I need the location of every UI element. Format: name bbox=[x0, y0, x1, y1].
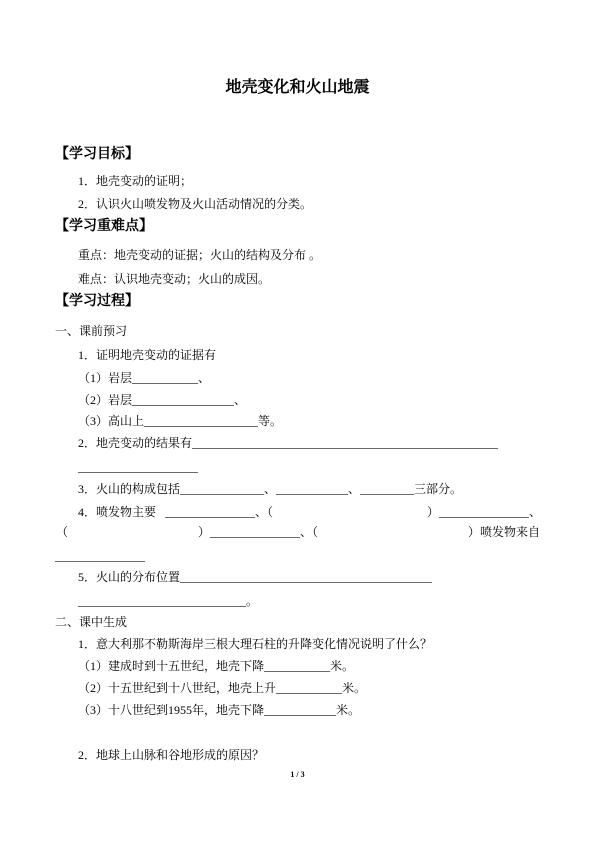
section-heading-process: 【学习过程】 bbox=[55, 294, 139, 309]
goal-item: 1．地壳变动的证明； bbox=[78, 174, 193, 188]
q4-text-fragment: ）喷发物来自 bbox=[468, 525, 541, 539]
preview-q1-item: （3）高山上___________________等。 bbox=[78, 414, 283, 428]
page-number: 1 / 3 bbox=[290, 770, 305, 779]
section-heading-goals: 【学习目标】 bbox=[55, 147, 139, 162]
in-class-question-2: 2．地球上山脉和谷地形成的原因？ bbox=[78, 748, 265, 762]
answer-blank: _______________ bbox=[210, 525, 300, 539]
in-class-question-1: 1．意大利那不勒斯海岸三根大理石柱的升降变化情况说明了什么？ bbox=[78, 637, 433, 651]
subsection-heading-in-class: 二、课中生成 bbox=[55, 615, 128, 629]
document-title: 地壳变化和火山地震 bbox=[225, 79, 370, 96]
key-point-focus: 重点：地壳变动的证据；火山的结构及分布 。 bbox=[78, 248, 322, 262]
in-class-q1-item: （3）十八世纪到1955年，地壳下降____________米。 bbox=[78, 703, 361, 717]
preview-q2-continuation: ____________________ bbox=[78, 460, 198, 474]
preview-q5-continuation: ____________________________。 bbox=[78, 594, 259, 608]
key-point-difficulty: 难点：认识地壳变动；火山的成因。 bbox=[78, 272, 271, 286]
preview-q1-item: （2）岩层_________________、 bbox=[78, 393, 247, 407]
preview-q1-item: （1）岩层___________、 bbox=[78, 371, 211, 385]
q4-text-fragment: （ bbox=[56, 525, 69, 539]
answer-blank: _______________ bbox=[439, 505, 529, 519]
section-heading-key-points: 【学习重难点】 bbox=[55, 219, 153, 234]
q4-text-fragment: 、 bbox=[529, 505, 542, 519]
in-class-q1-item: （1）建成时到十五世纪，地壳下降___________米。 bbox=[78, 659, 355, 673]
preview-question-4: 4．喷发物主要 bbox=[78, 505, 157, 519]
goal-item: 2．认识火山喷发物及火山活动情况的分类。 bbox=[78, 197, 313, 211]
answer-blank: _______________ bbox=[55, 549, 145, 563]
preview-question-2: 2．地壳变动的结果有___________________________________________________ bbox=[78, 436, 499, 450]
answer-blank: _______________ bbox=[165, 505, 255, 519]
preview-question-3: 3．火山的构成包括______________、____________、_________三部分。 bbox=[78, 482, 463, 496]
preview-question-5: 5．火山的分布位置__________________________________________ bbox=[78, 570, 433, 584]
in-class-q1-item: （2）十五世纪到十八世纪，地壳上升___________米。 bbox=[78, 681, 367, 695]
q4-text-fragment: ） bbox=[198, 525, 211, 539]
preview-question-1: 1．证明地壳变动的证据有 bbox=[78, 348, 217, 362]
q4-text-fragment: ） bbox=[427, 505, 440, 519]
q4-text-fragment: 、（ bbox=[300, 525, 319, 539]
subsection-heading-preview: 一、课前预习 bbox=[55, 324, 128, 338]
q4-text-fragment: 、（ bbox=[255, 505, 274, 519]
